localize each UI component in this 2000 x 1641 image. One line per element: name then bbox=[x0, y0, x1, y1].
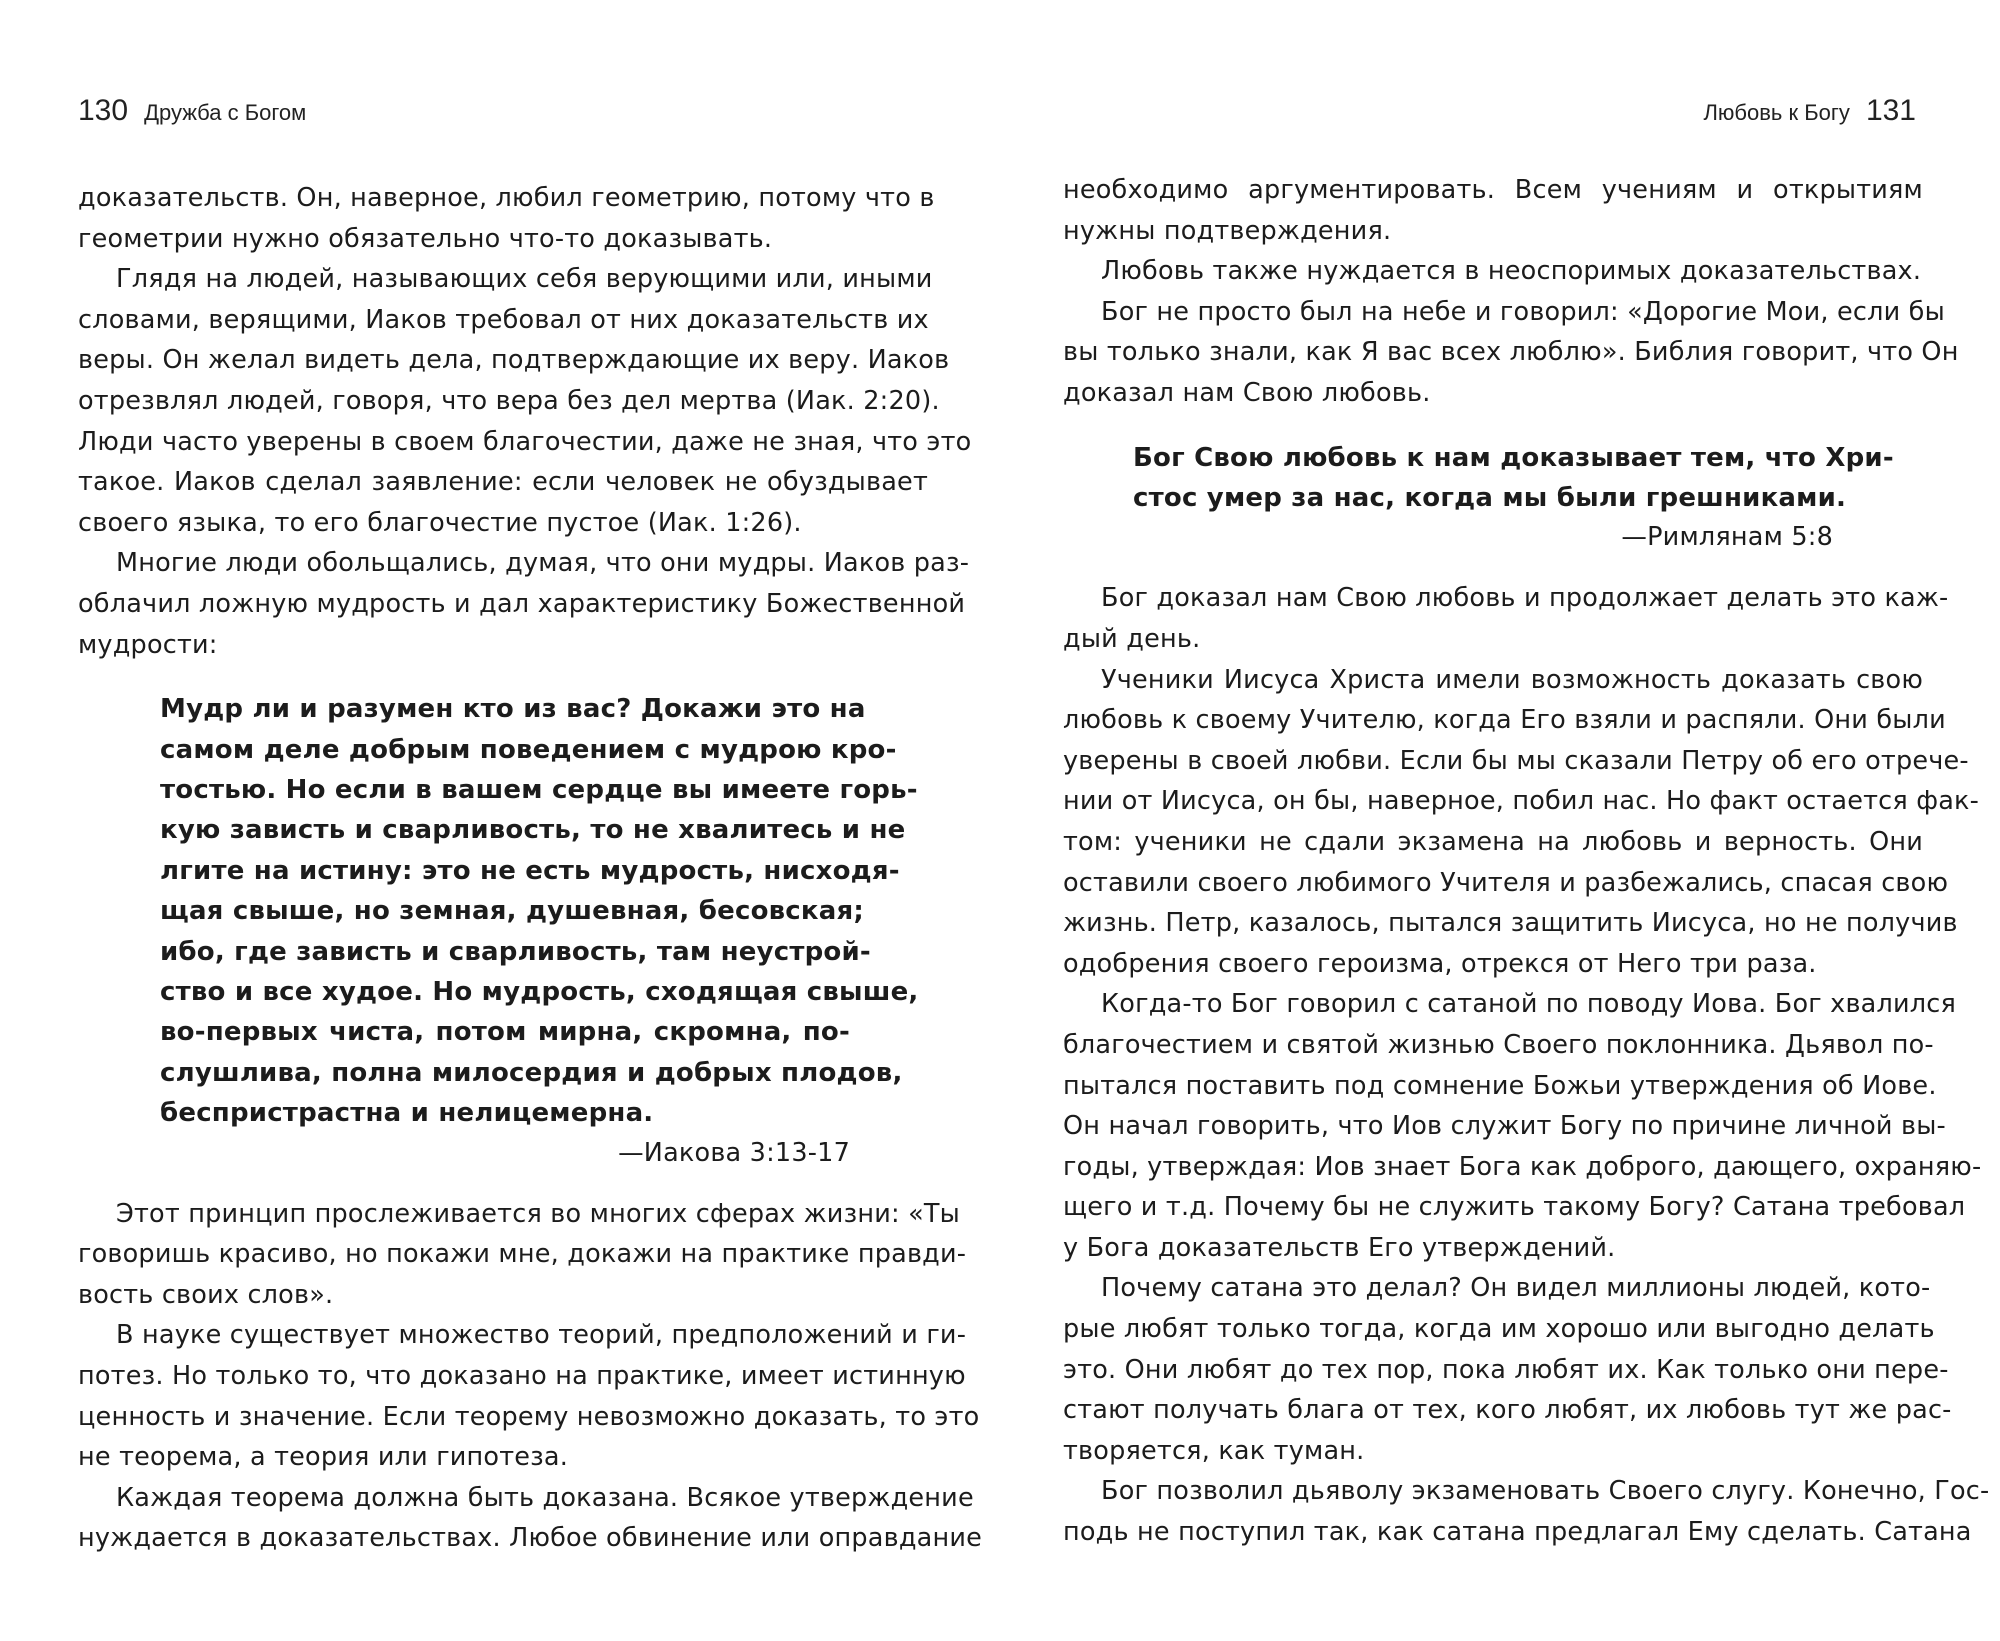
text-line: вы только знали, как Я вас всех люблю». Библия говорит, что Он bbox=[1063, 337, 1959, 368]
quote-line: ибо, где зависть и сварливость, там неустрой- bbox=[160, 936, 871, 967]
text-line: это. Они любят до тех пор, пока любят их. Как только они пере- bbox=[1063, 1354, 1949, 1385]
paragraph bbox=[78, 1315, 980, 1477]
text-line: веры. Он желал видеть дела, подтверждающие их веру. Иаков bbox=[78, 345, 950, 376]
text-line: любовь к своему Учителю, когда Его взяли и распяли. Они были bbox=[1063, 705, 1946, 736]
text-line: нужны подтверждения. bbox=[1063, 215, 1392, 246]
text-line: рые любят только тогда, когда им хорошо или выгодно делать bbox=[1063, 1314, 1935, 1345]
text-line: уверены в своей любви. Если бы мы сказали Петру об его отрече- bbox=[1063, 745, 1969, 776]
right-page-body bbox=[1063, 170, 1990, 1553]
text-line: стают получать блага от тех, кого любят, их любовь тут же рас- bbox=[1063, 1395, 1952, 1426]
scripture-quote bbox=[1063, 438, 1894, 557]
paragraph bbox=[78, 543, 970, 665]
text-line: подь не поступил так, как сатана предлагал Ему сделать. Сатана bbox=[1063, 1517, 1972, 1548]
quote-line: Мудр ли и разумен кто из вас? Докажи это на bbox=[160, 694, 866, 725]
text-line: щего и т.д. Почему бы не служить такому Богу? Сатана требовал bbox=[1063, 1192, 1966, 1223]
text-line: необходимо аргументировать. Всем учениям и открытиям bbox=[1063, 175, 1923, 205]
text-line: отрезвлял людей, говоря, что вера без дел мертва (Иак. 2:20). bbox=[78, 385, 940, 416]
paragraph bbox=[1063, 660, 1980, 985]
text-line: дый день. bbox=[1063, 623, 1201, 654]
quote-line: щая свыше, но земная, душевная, бесовская; bbox=[160, 896, 864, 927]
text-line: одобрения своего героизма, отрекся от Него три раза. bbox=[1063, 948, 1817, 979]
quote-line: беспристрастна и нелицемерна. bbox=[160, 1098, 654, 1129]
paragraph bbox=[1063, 292, 1959, 414]
text-line: том: ученики не сдали экзамена на любовь и верность. Они bbox=[1063, 826, 1923, 857]
text-line: у Бога доказательств Его утверждений. bbox=[1063, 1232, 1616, 1263]
text-line: вость своих слов». bbox=[78, 1279, 334, 1310]
paragraph bbox=[78, 1194, 967, 1316]
text-line: облачил ложную мудрость и дал характеристику Божественной bbox=[78, 588, 966, 619]
text-line: нии от Иисуса, он бы, наверное, побил нас. Но факт остается фак- bbox=[1063, 786, 1980, 817]
text-line: доказательств. Он, наверное, любил геометрию, потому что в bbox=[78, 183, 935, 213]
text-line: мудрости: bbox=[78, 629, 218, 660]
paragraph bbox=[1063, 984, 1982, 1268]
text-line: говоришь красиво, но покажи мне, докажи на практике правди- bbox=[78, 1239, 967, 1270]
quote-line: самом деле добрым поведением с мудрою кро- bbox=[160, 734, 897, 765]
text-line: Бог доказал нам Свою любовь и продолжает делать это каж- bbox=[1101, 583, 1949, 614]
text-line: Глядя на людей, называющих себя верующими или, иными bbox=[116, 264, 933, 295]
left-page-body bbox=[78, 178, 983, 1559]
page-number: 131 bbox=[1865, 94, 1916, 127]
text-line: потез. Но только то, что доказано на практике, имеет истинную bbox=[78, 1360, 966, 1391]
text-line: В науке существует множество теорий, предположений и ги- bbox=[116, 1320, 967, 1351]
right-page bbox=[1000, 0, 2000, 1641]
text-line: Многие люди обольщались, думая, что они мудры. Иаков раз- bbox=[116, 548, 970, 579]
text-line: Почему сатана это делал? Он видел миллионы людей, кото- bbox=[1101, 1273, 1931, 1304]
text-line: не теорема, а теория или гипотеза. bbox=[78, 1442, 569, 1473]
paragraph bbox=[78, 259, 972, 543]
left-page-header bbox=[78, 94, 306, 128]
text-line: благочестием и святой жизнью Своего поклонника. Дьявол по- bbox=[1063, 1029, 1934, 1060]
text-line: ценность и значение. Если теорему невозможно доказать, то это bbox=[78, 1401, 980, 1432]
text-line: словами, верящими, Иаков требовал от них доказательств их bbox=[78, 304, 929, 335]
text-line: творяется, как туман. bbox=[1063, 1435, 1365, 1466]
paragraph bbox=[1063, 170, 1923, 251]
quote-line: слушлива, полна милосердия и добрых плодов, bbox=[160, 1057, 903, 1088]
paragraph bbox=[78, 178, 935, 259]
page-number: 130 bbox=[78, 94, 129, 127]
text-line: оставили своего любимого Учителя и разбежались, спасая свою bbox=[1063, 867, 1949, 898]
text-line: Любовь также нуждается в неоспоримых доказательствах. bbox=[1101, 256, 1922, 287]
text-line: Бог позволил дьяволу экзаменовать Своего слугу. Конечно, Гос- bbox=[1101, 1476, 1990, 1507]
text-line: пытался поставить под сомнение Божьи утверждения об Иове. bbox=[1063, 1070, 1937, 1101]
text-line: годы, утверждая: Иов знает Бога как доброго, дающего, охраняю- bbox=[1063, 1151, 1982, 1182]
quote-line: лгите на истину: это не есть мудрость, нисходя- bbox=[160, 855, 900, 886]
paragraph bbox=[78, 1478, 983, 1559]
quote-reference: —Римлянам 5:8 bbox=[1621, 522, 1833, 553]
right-page-header bbox=[1703, 94, 1916, 128]
text-line: жизнь. Петр, казалось, пытался защитить Иисуса, но не получив bbox=[1063, 908, 1958, 939]
quote-reference: —Иакова 3:13-17 bbox=[618, 1137, 850, 1168]
text-line: доказал нам Свою любовь. bbox=[1063, 377, 1431, 408]
text-line: своего языка, то его благочестие пустое (Иак. 1:26). bbox=[78, 507, 802, 538]
quote-line: тостью. Но если в вашем сердце вы имеете горь- bbox=[160, 774, 918, 805]
text-line: Он начал говорить, что Иов служит Богу по причине личной вы- bbox=[1063, 1111, 1946, 1142]
text-line: Люди часто уверены в своем благочестии, даже не зная, что это bbox=[78, 426, 972, 457]
quote-line: кую зависть и сварливость, то не хвалитесь и не bbox=[160, 815, 906, 846]
text-line: Этот принцип прослеживается во многих сферах жизни: «Ты bbox=[116, 1198, 960, 1229]
text-line: такое. Иаков сделал заявление: если человек не обуздывает bbox=[78, 467, 928, 498]
text-line: Каждая теорема должна быть доказана. Всякое утверждение bbox=[116, 1482, 974, 1513]
quote-line: стос умер за нас, когда мы были грешниками. bbox=[1133, 482, 1847, 513]
paragraph bbox=[1063, 251, 1923, 292]
text-line: нуждается в доказательствах. Любое обвинение или оправдание bbox=[78, 1523, 983, 1554]
running-title: Дружба с Богом bbox=[144, 100, 307, 125]
paragraph bbox=[1063, 578, 1949, 659]
text-line: Ученики Иисуса Христа имели возможность доказать свою bbox=[1101, 664, 1923, 695]
running-title: Любовь к Богу bbox=[1703, 100, 1850, 125]
quote-line: ство и все худое. Но мудрость, сходящая свыше, bbox=[160, 976, 919, 1007]
scripture-quote bbox=[78, 689, 919, 1171]
text-line: геометрии нужно обязательно что-то доказывать. bbox=[78, 223, 773, 254]
text-line: Бог не просто был на небе и говорил: «Дорогие Мои, если бы bbox=[1101, 296, 1945, 327]
quote-line: во-первых чиста, потом мирна, скромна, по- bbox=[160, 1017, 850, 1048]
quote-line: Бог Свою любовь к нам доказывает тем, что Хри- bbox=[1133, 442, 1894, 473]
paragraph bbox=[1063, 1471, 1990, 1552]
text-line: Когда-то Бог говорил с сатаной по поводу Иова. Бог хвалился bbox=[1101, 989, 1957, 1020]
paragraph bbox=[1063, 1268, 1952, 1471]
